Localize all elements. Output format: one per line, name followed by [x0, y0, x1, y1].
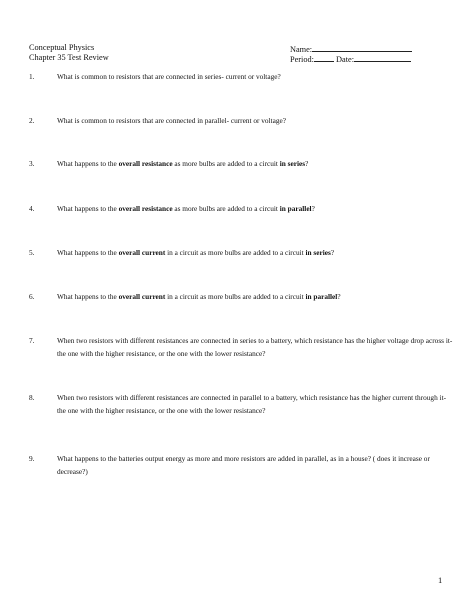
question-text: When two resistors with different resistances are connected in series to a battery, which resistance has the higher voltage drop across it- the one with the higher resistance, or the one with the lower resistance?: [57, 336, 453, 358]
question-number: 1.: [29, 72, 35, 81]
name-label: Name:: [290, 45, 313, 54]
question-number: 6.: [29, 292, 35, 301]
question-text: What happens to the overall resistance as more bulbs are added to a circuit in series?: [57, 159, 309, 168]
question-text: When two resistors with different resistances are connected in parallel to a battery, which resistance has the higher current through it- the one with the higher resistance, or the one with the lower resistance?: [57, 393, 447, 415]
question-text: What happens to the overall current in a circuit as more bulbs are added to a circuit in series?: [57, 248, 335, 257]
chapter-title: Chapter 35 Test Review: [29, 53, 109, 62]
question-number: 5.: [29, 248, 35, 257]
question-number: 9.: [29, 454, 35, 463]
header-right: [290, 43, 412, 63]
question-number: 3.: [29, 159, 35, 168]
question-number: 4.: [29, 204, 35, 213]
date-label: Date:: [336, 55, 355, 64]
question-number: 7.: [29, 336, 35, 345]
period-date-row: [290, 53, 412, 63]
header-left: [29, 43, 109, 63]
question-text: What happens to the overall resistance as more bulbs are added to a circuit in parallel?: [57, 204, 315, 213]
question-text: What is common to resistors that are connected in series- current or voltage?: [57, 72, 281, 81]
course-title: Conceptual Physics: [29, 43, 95, 52]
question-text: What happens to the overall current in a circuit as more bulbs are added to a circuit in parallel?: [57, 292, 341, 301]
question-text: What happens to the batteries output energy as more and more resistors are added in parallel, as in a house? ( does it increase or decrease?): [57, 454, 430, 476]
name-row: [290, 43, 412, 53]
period-blank[interactable]: [314, 53, 334, 62]
question-number: 2.: [29, 116, 35, 125]
period-label: Period:: [290, 55, 314, 64]
question-number: 8.: [29, 393, 35, 402]
page-number: 1: [438, 575, 443, 585]
name-blank[interactable]: [312, 43, 412, 52]
question-text: What is common to resistors that are connected in parallel- current or voltage?: [57, 116, 286, 125]
date-blank[interactable]: [354, 53, 411, 62]
